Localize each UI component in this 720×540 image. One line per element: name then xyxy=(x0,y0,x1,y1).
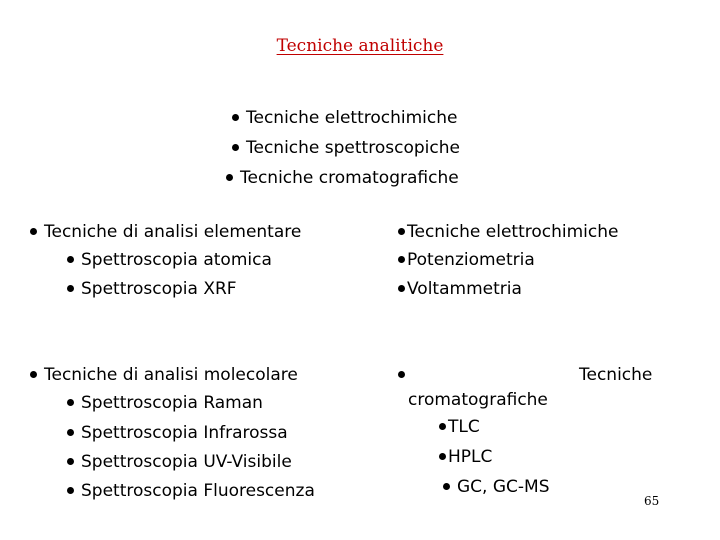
list-item: GC, GC-MS xyxy=(443,477,550,497)
top-list-item: Tecniche spettroscopiche xyxy=(232,138,460,158)
list-item: TLC xyxy=(439,417,480,437)
list-item: Spettroscopia UV-Visibile xyxy=(67,452,292,472)
bullet-icon xyxy=(443,483,450,490)
page-number: 65 xyxy=(644,494,660,508)
bullet-icon xyxy=(30,228,37,235)
list-item: Potenziometria xyxy=(398,250,535,270)
top-list-item: Tecniche elettrochimiche xyxy=(232,108,457,128)
bullet-icon xyxy=(67,256,74,263)
bullet-icon xyxy=(67,285,74,292)
bullet-icon xyxy=(67,429,74,436)
bullet-icon xyxy=(398,256,405,263)
list-item: Spettroscopia Fluorescenza xyxy=(67,481,315,501)
list-item: HPLC xyxy=(439,447,492,467)
bullet-icon xyxy=(67,399,74,406)
bullet-icon xyxy=(398,371,405,378)
list-item: Spettroscopia Raman xyxy=(67,393,263,413)
list-item: Spettroscopia atomica xyxy=(67,250,272,270)
list-item: Spettroscopia XRF xyxy=(67,279,237,299)
bullet-line xyxy=(398,365,412,385)
list-item: Spettroscopia Infrarossa xyxy=(67,423,288,443)
bullet-icon xyxy=(30,371,37,378)
bullet-icon xyxy=(67,458,74,465)
slide-title: Tecniche analitiche xyxy=(276,36,444,56)
left-heading-elementare: Tecniche di analisi elementare xyxy=(30,222,301,242)
bullet-icon xyxy=(232,114,239,121)
right-heading-elettrochimiche: Tecniche elettrochimiche xyxy=(398,222,618,242)
top-list-item: Tecniche cromatografiche xyxy=(226,168,459,188)
right-heading-cromatografiche-word1: Tecniche xyxy=(579,365,653,385)
right-heading-cromatografiche-word2: cromatografiche xyxy=(408,390,548,410)
bullet-icon xyxy=(398,285,405,292)
bullet-icon xyxy=(439,423,446,430)
bullet-icon xyxy=(439,453,446,460)
bullet-icon xyxy=(67,487,74,494)
bullet-icon xyxy=(226,174,233,181)
bullet-icon xyxy=(232,144,239,151)
list-item: Voltammetria xyxy=(398,279,522,299)
bullet-icon xyxy=(398,228,405,235)
left-heading-molecolare: Tecniche di analisi molecolare xyxy=(30,365,298,385)
